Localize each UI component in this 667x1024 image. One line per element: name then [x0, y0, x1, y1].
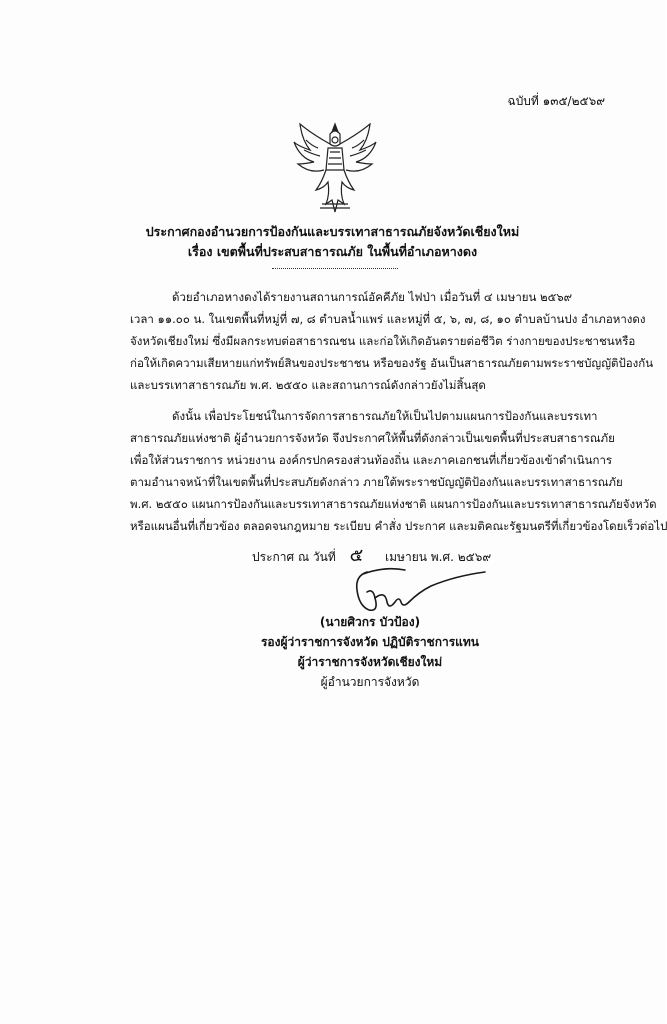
paragraph-line: เวลา ๑๑.๐๐ น. ในเขตพื้นที่หมู่ที่ ๗, ๘ ตำบลน้ำแพร่ และหมู่ที่ ๕, ๖, ๗, ๘, ๑๐ ตำบลบ้านปง อำเภอหางดง [130, 312, 646, 326]
paragraph-line: เพื่อให้ส่วนราชการ หน่วยงาน องค์กรปกครองส่วนท้องถิ่น และภาคเอกชนที่เกี่ยวข้องเข้าดำเนินการ [130, 453, 613, 467]
paragraph-declaration [130, 405, 667, 537]
signer-governor: ผู้ว่าราชการจังหวัดเชียงใหม่ [297, 655, 443, 669]
paragraph-line: หรือแผนอื่นที่เกี่ยวข้อง ตลอดจนกฎหมาย ระเบียบ คำสั่ง ประกาศ และมติคณะรัฐมนตรีที่เกี่ยวข้องโดยเร็วต่อไป [130, 519, 667, 533]
date-month-year: เมษายน พ.ศ. ๒๕๖๙ [385, 550, 492, 564]
garuda-emblem-icon [292, 120, 378, 216]
document-number: ฉบับที่ ๑๓๕/๒๕๖๙ [507, 94, 605, 108]
paragraph-line: ดังนั้น เพื่อประโยชน์ในการจัดการสาธารณภัยให้เป็นไปตามแผนการป้องกันและบรรเทา [172, 409, 598, 423]
paragraph-line: พ.ศ. ๒๕๕๐ แผนการป้องกันและบรรเทาสาธารณภัยแห่งชาติ แผนการป้องกันและบรรเทาสาธารณภัยจังหวัด [130, 497, 657, 511]
handwritten-signature [345, 562, 495, 618]
signature-block [250, 612, 490, 692]
paragraph-line: ก่อให้เกิดความเสียหายแก่ทรัพย์สินของประชาชน หรือของรัฐ อันเป็นสาธารณภัยตามพระราชบัญญัติป้องกัน [130, 356, 654, 370]
signer-role: ผู้อำนวยการจังหวัด [320, 675, 420, 689]
title-divider [272, 268, 398, 269]
date-day: ๕ [349, 545, 364, 566]
paragraph-line: ตามอำนาจหน้าที่ในเขตพื้นที่ประสบภัยดังกล่าว ภายใต้พระราชบัญญัติป้องกันและบรรเทาสาธารณภัย [130, 475, 623, 489]
paragraph-line: ด้วยอำเภอหางดงได้รายงานสถานการณ์อัคคีภัย ไฟป่า เมื่อวันที่ ๔ เมษายน ๒๕๖๙ [172, 290, 573, 304]
announcement-heading [60, 222, 605, 262]
paragraph-line: และบรรเทาสาธารณภัย พ.ศ. ๒๕๕๐ และสถานการณ์ดังกล่าวยังไม่สิ้นสุด [130, 378, 486, 392]
signer-name: (นายศิวกร บัวป้อง) [319, 615, 421, 629]
paragraph-situation [130, 286, 654, 396]
paragraph-line: สาธารณภัยแห่งชาติ ผู้อำนวยการจังหวัด จึงประกาศให้พื้นที่ดังกล่าวเป็นเขตพื้นที่ประสบสาธารณภัย [130, 431, 615, 445]
announcement-title: ประกาศกองอำนวยการป้องกันและบรรเทาสาธารณภัยจังหวัดเชียงใหม่ [145, 224, 520, 239]
signer-position: รองผู้ว่าราชการจังหวัด ปฏิบัติราชการแทน [260, 635, 479, 649]
announcement-subject: เรื่อง เขตพื้นที่ประสบสาธารณภัย ในพื้นที่อำเภอหางดง [187, 244, 478, 259]
paragraph-line: จังหวัดเชียงใหม่ ซึ่งมีผลกระทบต่อสาธารณชน และก่อให้เกิดอันตรายต่อชีวิต ร่างกายของประชาชนหรือ [130, 334, 636, 348]
date-prefix: ประกาศ ณ วันที่ [252, 550, 336, 564]
